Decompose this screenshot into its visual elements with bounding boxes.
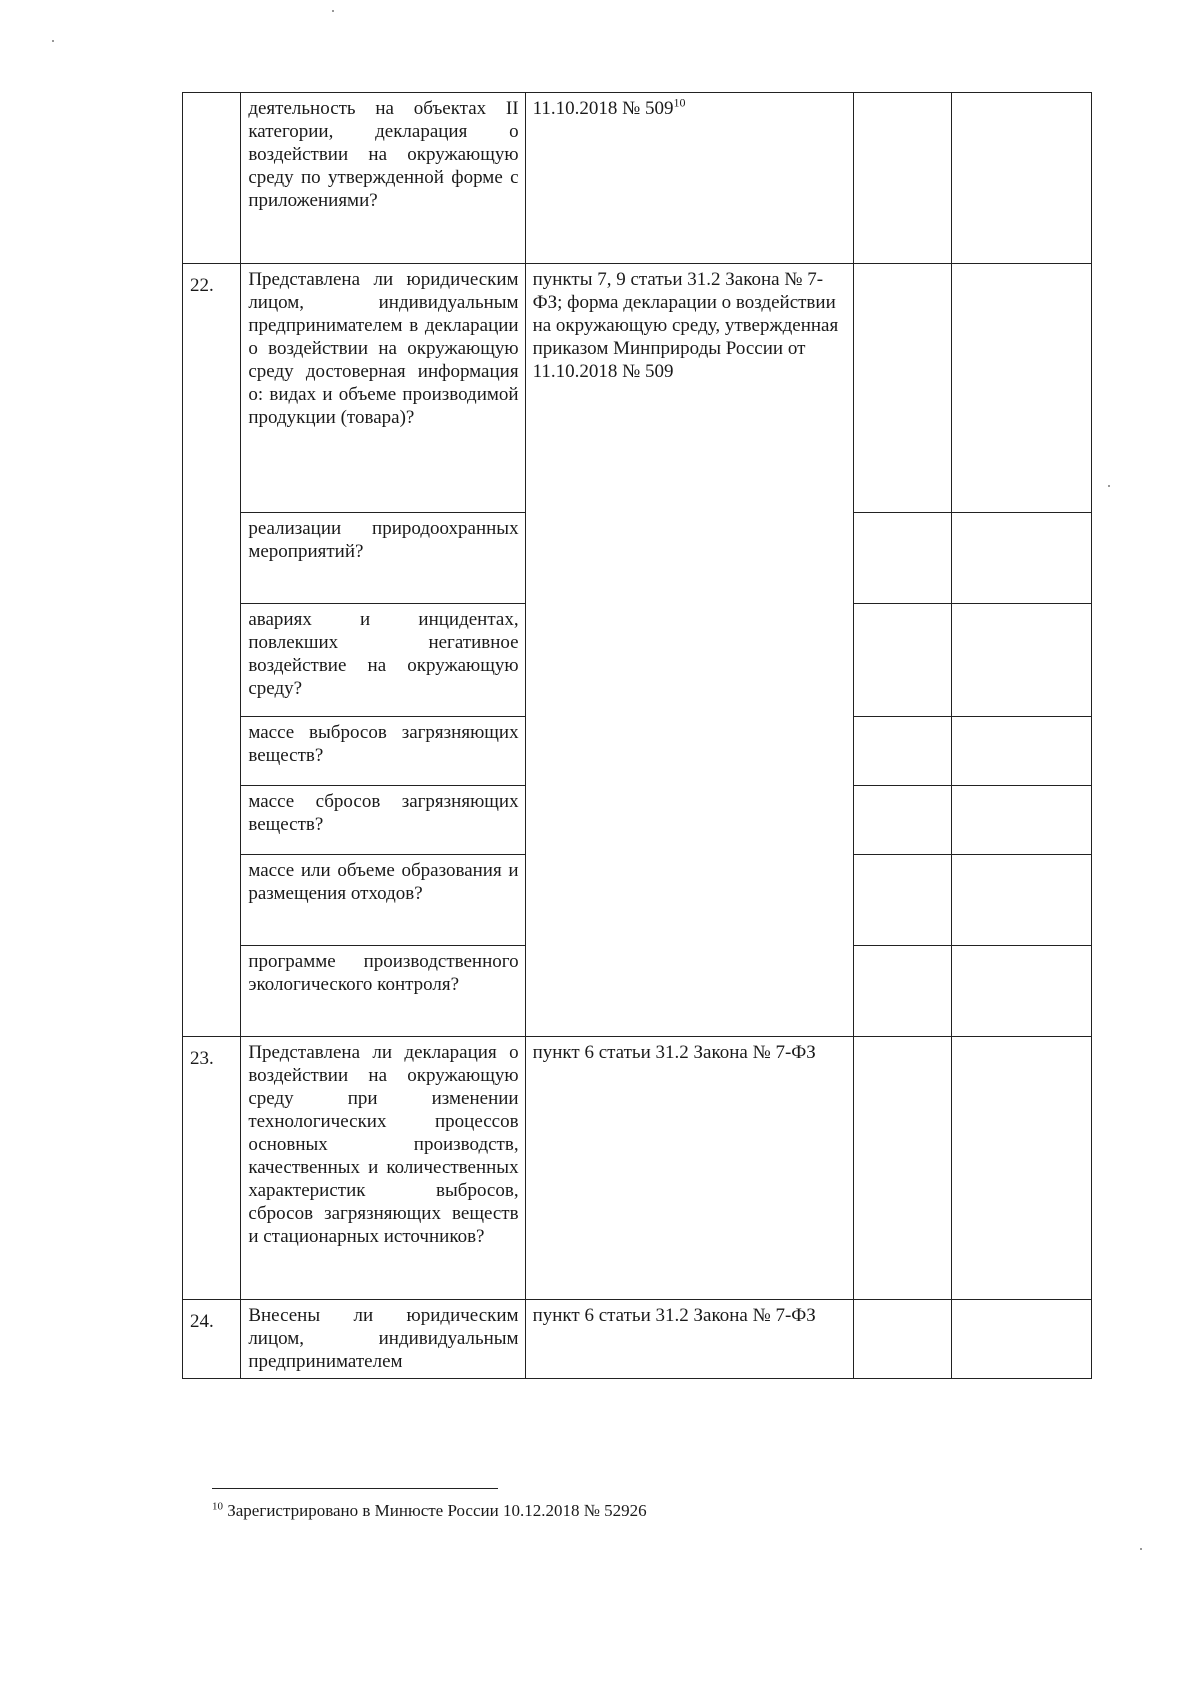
table-row-23 bbox=[183, 1037, 1092, 1300]
note-cell bbox=[951, 264, 1091, 513]
table-row-22 bbox=[183, 264, 1092, 513]
reference-cell bbox=[525, 93, 854, 264]
subitem-cell: авариях и инцидентах, повлекших негативное воздействие на окружающую среду? bbox=[241, 604, 525, 717]
question-cell bbox=[241, 1300, 525, 1379]
answer-cell bbox=[854, 786, 952, 855]
note-cell bbox=[951, 604, 1091, 717]
checklist-table bbox=[182, 92, 1092, 1379]
scan-speck bbox=[52, 40, 54, 42]
subitem-cell: массе или объеме образования и размещения отходов? bbox=[241, 855, 525, 946]
note-cell bbox=[951, 855, 1091, 946]
row-number: 23. bbox=[183, 1037, 241, 1300]
reference-text: 11.10.2018 № 509 bbox=[532, 98, 674, 119]
answer-cell bbox=[854, 946, 952, 1037]
answer-cell bbox=[854, 604, 952, 717]
reference-text: пункт 6 статьи 31.2 Закона № 7-ФЗ bbox=[532, 1305, 816, 1326]
answer-cell bbox=[854, 1300, 952, 1379]
answer-cell bbox=[854, 93, 952, 264]
answer-cell bbox=[854, 855, 952, 946]
reference-cell bbox=[525, 1300, 854, 1379]
footnote-number: 10 bbox=[212, 1500, 223, 1513]
subitem-cell: реализации природоохранных мероприятий? bbox=[241, 513, 525, 604]
footnote bbox=[212, 1500, 647, 1521]
reference-text: пункты 7, 9 статьи 31.2 Закона № 7-ФЗ; форма декларации о воздействии на окружающую среду, утвержденная приказом Минприроды России от 11.10.2018 № 509 bbox=[532, 269, 839, 382]
answer-cell bbox=[854, 513, 952, 604]
scan-speck bbox=[1140, 1548, 1142, 1550]
question-text: Представлена ли юридическим лицом, индивидуальным предпринимателем в декларации о воздействии на окружающую среду достоверная информация о: видах и объеме производимой продукции (товара)? bbox=[248, 269, 519, 428]
question-cell bbox=[241, 93, 525, 264]
question-text: Внесены ли юридическим лицом, индивидуальным предпринимателем bbox=[248, 1305, 519, 1372]
footnote-separator bbox=[212, 1488, 498, 1489]
question-text: Представлена ли декларация о воздействии на окружающую среду при изменении технологических процессов основных производств, качественных и количественных характеристик выбросов, сбросов загрязняющих веществ и стационарных источников? bbox=[248, 1042, 519, 1247]
scan-speck bbox=[332, 10, 334, 12]
row-number: 24. bbox=[183, 1300, 241, 1379]
note-cell bbox=[951, 1037, 1091, 1300]
answer-cell bbox=[854, 264, 952, 513]
answer-cell bbox=[854, 1037, 952, 1300]
subitem-cell: массе сбросов загрязняющих веществ? bbox=[241, 786, 525, 855]
note-cell bbox=[951, 717, 1091, 786]
footnote-text: Зарегистрировано в Минюсте России 10.12.2018 № 52926 bbox=[227, 1501, 647, 1520]
note-cell bbox=[951, 946, 1091, 1037]
note-cell bbox=[951, 786, 1091, 855]
footnote-marker: 10 bbox=[673, 95, 686, 110]
cell-number-empty bbox=[183, 93, 241, 264]
scan-speck bbox=[1108, 485, 1110, 487]
table-row-continuation bbox=[183, 93, 1092, 264]
subitem-cell: массе выбросов загрязняющих веществ? bbox=[241, 717, 525, 786]
note-cell bbox=[951, 1300, 1091, 1379]
table-row-24 bbox=[183, 1300, 1092, 1379]
question-text: деятельность на объектах II категории, декларация о воздействии на окружающую среду по утвержденной форме с приложениями? bbox=[248, 98, 519, 211]
reference-cell bbox=[525, 1037, 854, 1300]
subitem-cell: программе производственного экологического контроля? bbox=[241, 946, 525, 1037]
row-number: 22. bbox=[183, 264, 241, 1037]
answer-cell bbox=[854, 717, 952, 786]
note-cell bbox=[951, 513, 1091, 604]
reference-cell bbox=[525, 264, 854, 1037]
note-cell bbox=[951, 93, 1091, 264]
question-cell bbox=[241, 1037, 525, 1300]
question-cell bbox=[241, 264, 525, 513]
reference-text: пункт 6 статьи 31.2 Закона № 7-ФЗ bbox=[532, 1042, 816, 1063]
